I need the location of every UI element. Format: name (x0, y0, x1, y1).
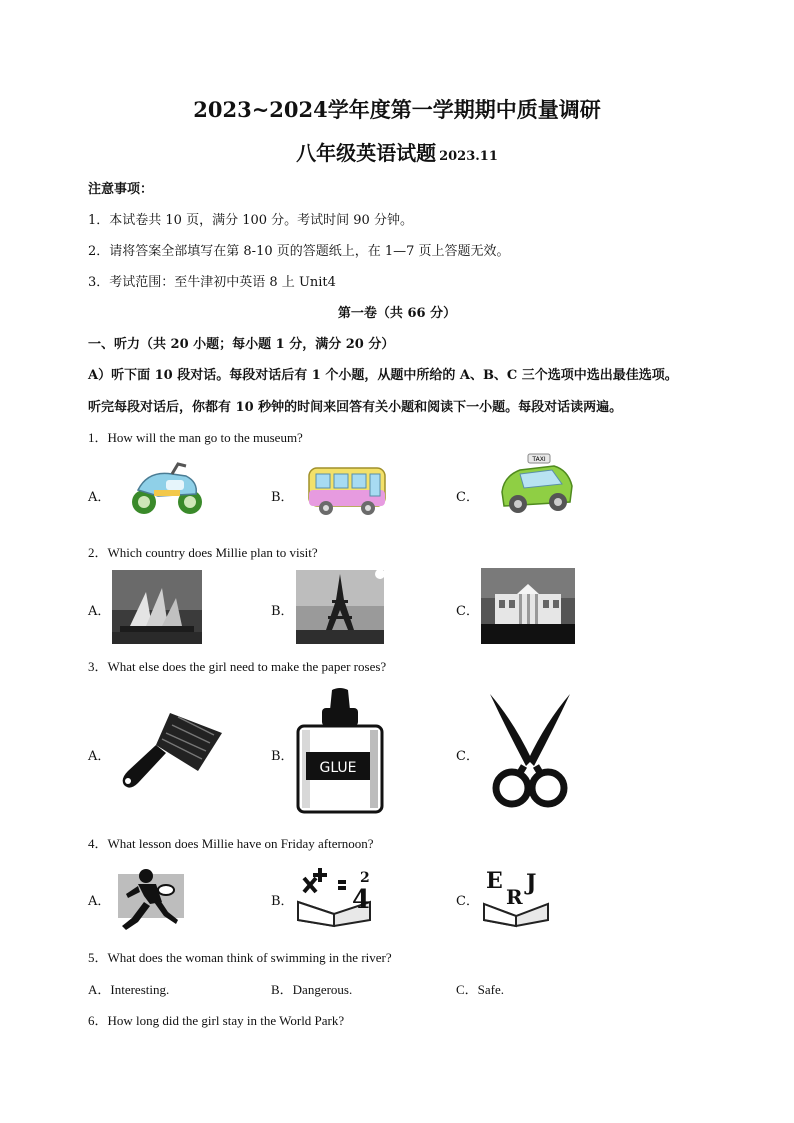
note-item: 3．考试范围：至牛津初中英语 8 上 Unit4 (88, 275, 336, 290)
glue-bottle-icon (294, 688, 386, 816)
instruction-1: A）听下面 10 段对话。每段对话后有 1 个小题，从题中所给的 A、B、C 三个选项中选出最佳选项。 (88, 368, 678, 383)
question-4: 4．What lesson does Millie have on Friday afternoon? (88, 836, 374, 851)
q3-option-a-label: A． (88, 749, 111, 764)
question-2: 2．Which country does Millie plan to visit? (88, 545, 318, 560)
exam-date: 2023.11 (439, 149, 498, 164)
q2-option-b-label: B． (271, 604, 294, 619)
book-letter-e: E (486, 868, 503, 894)
note-item: 1．本试卷共 10 页，满分 100 分。考试时间 90 分钟。 (88, 213, 413, 228)
white-house-photo (481, 568, 575, 644)
motorbike-icon (128, 460, 208, 518)
note-item: 2．请将答案全部填写在第 8-10 页的答题纸上，在 1—7 页上答题无效。 (88, 244, 510, 259)
q4-option-a-label: A． (88, 894, 111, 909)
q1-option-a-label: A． (88, 490, 111, 505)
volume-heading: 第一卷（共 66 分） (337, 306, 457, 321)
question-1: 1．How will the man go to the museum? (88, 430, 303, 445)
question-3: 3．What else does the girl need to make the paper roses? (88, 659, 387, 674)
q3-option-c-label: C． (456, 749, 479, 764)
subtitle-text: 八年级英语试题 (296, 141, 437, 165)
scissors-icon (484, 688, 576, 816)
paintbrush-icon (112, 705, 228, 793)
q5-option-b: B．Dangerous. (271, 982, 353, 997)
question-5: 5．What does the woman think of swimming in the river? (88, 950, 392, 965)
book-letter-j: J (526, 870, 537, 896)
q5-option-a: A．Interesting. (88, 982, 170, 997)
q2-option-c-label: C． (456, 604, 479, 619)
q2-option-a-label: A． (88, 604, 111, 619)
glue-label-text: GLUE (319, 760, 357, 776)
question-6: 6．How long did the girl stay in the World Park? (88, 1013, 345, 1028)
q5-option-c: C．Safe. (456, 982, 505, 997)
eiffel-tower-photo (296, 570, 384, 644)
english-book-icon (480, 862, 552, 928)
q4-option-c-label: C． (456, 894, 479, 909)
bus-icon (306, 462, 388, 518)
q3-option-b-label: B． (271, 749, 294, 764)
q4-option-b-label: B． (271, 894, 294, 909)
svg-text:4: 4 (352, 885, 371, 915)
exam-subtitle (0, 137, 794, 166)
rugby-player-icon (110, 866, 190, 932)
svg-text:2: 2 (360, 870, 370, 886)
q1-option-b-label: B． (271, 490, 294, 505)
part-heading: 一、听力（共 20 小题；每小题 1 分，满分 20 分） (88, 337, 395, 352)
math-book-icon (294, 862, 374, 928)
notes-heading: 注意事项： (88, 182, 154, 197)
q1-option-c-label: C． (456, 490, 479, 505)
exam-title: 2023~2024学年度第一学期期中质量调研 (193, 97, 601, 122)
taxi-sign-text: TAXI (532, 456, 546, 463)
sydney-opera-house-photo (112, 570, 202, 644)
book-letter-r: R (506, 885, 523, 909)
taxi-icon (496, 452, 576, 518)
instruction-2: 听完每段对话后，你都有 10 秒钟的时间来回答有关小题和阅读下一小题。每段对话读两遍。 (88, 400, 623, 415)
